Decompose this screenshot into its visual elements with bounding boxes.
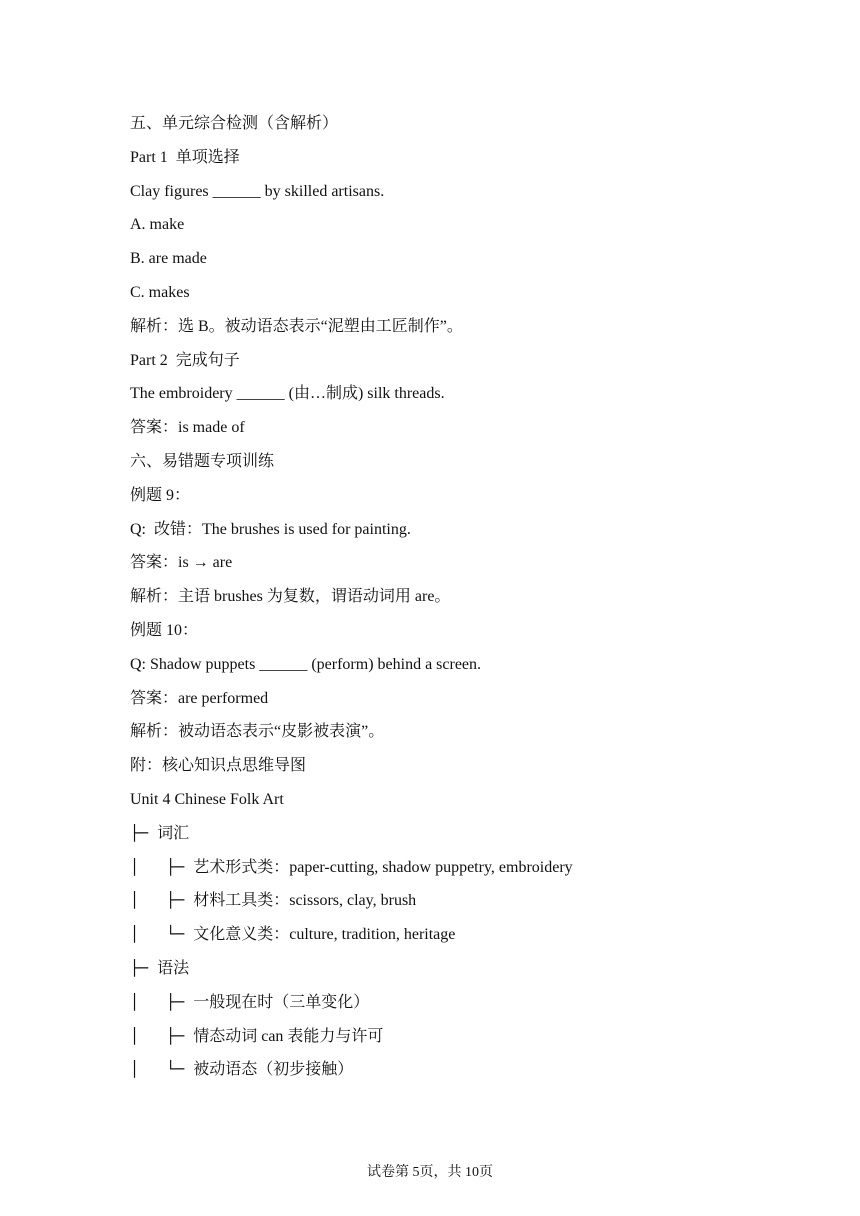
tree-branch-glyph: │ └─	[130, 1060, 194, 1079]
analysis-2: 解析：主语 brushes 为复数，谓语动词用 are。	[130, 588, 451, 606]
tree-node-present-simple	[130, 986, 770, 1020]
part1-heading: Part 1 单项选择	[130, 148, 240, 166]
option-a: A. make	[130, 216, 185, 234]
tree-branch-glyph: │ ├─	[130, 992, 194, 1011]
tree-node-label: 文化意义类：culture, tradition, heritage	[193, 926, 456, 944]
tree-node-label: 词汇	[157, 824, 190, 842]
tree-branch-glyph: │ ├─	[130, 891, 194, 910]
tree-node-label: 材料工具类：scissors, clay, brush	[193, 892, 417, 910]
example-9-label: 例题 9：	[130, 486, 191, 504]
tree-branch-glyph: │ ├─	[130, 857, 194, 876]
analysis-3: 解析：被动语态表示“皮影被表演”。	[130, 723, 385, 741]
section-heading-error-training: 六、易错题专项训练	[130, 452, 275, 470]
analysis-1: 解析：选 B。被动语态表示“泥塑由工匠制作”。	[130, 317, 463, 335]
mind-map-heading: 附：核心知识点思维导图	[130, 757, 307, 775]
tree-node-grammar	[130, 952, 770, 986]
mind-map-root: Unit 4 Chinese Folk Art	[130, 790, 284, 808]
tree-node-label: 语法	[157, 959, 190, 977]
part2-heading: Part 2 完成句子	[130, 351, 240, 369]
tree-node-materials	[130, 884, 770, 918]
tree-branch-glyph: │ └─	[130, 925, 194, 944]
tree-node-cultural-meaning	[130, 918, 770, 952]
tree-node-label: 一般现在时（三单变化）	[193, 993, 370, 1011]
example-10-label: 例题 10：	[130, 621, 199, 639]
tree-node-modal-can	[130, 1020, 770, 1054]
question-brushes: Q: 改错：The brushes is used for painting.	[130, 520, 411, 538]
tree-branch-glyph: │ ├─	[130, 1026, 194, 1045]
tree-branch-glyph: ├─	[130, 958, 158, 977]
option-c: C. makes	[130, 283, 190, 301]
tree-node-passive-voice	[130, 1053, 770, 1087]
tree-node-art-forms	[130, 851, 770, 885]
document-body	[130, 107, 770, 1087]
tree-node-label: 艺术形式类：paper-cutting, shadow puppetry, embroidery	[193, 858, 573, 876]
answer-1: 答案：is made of	[130, 419, 245, 437]
section-heading-unit-test: 五、单元综合检测（含解析）	[130, 115, 339, 132]
question-embroidery: The embroidery ______ (由…制成) silk threads.	[130, 385, 445, 403]
page-footer: 试卷第 5页，共 10页	[367, 1165, 493, 1180]
answer-2: 答案：is → are	[130, 554, 233, 572]
tree-node-vocabulary	[130, 817, 770, 851]
option-b: B. are made	[130, 250, 207, 268]
question-clay-figures: Clay figures ______ by skilled artisans.	[130, 182, 385, 200]
tree-branch-glyph: ├─	[130, 823, 158, 842]
question-shadow-puppets: Q: Shadow puppets ______ (perform) behind a screen.	[130, 655, 482, 673]
tree-node-label: 情态动词 can 表能力与许可	[193, 1027, 384, 1045]
tree-node-label: 被动语态（初步接触）	[193, 1061, 354, 1079]
answer-3: 答案：are performed	[130, 689, 269, 707]
